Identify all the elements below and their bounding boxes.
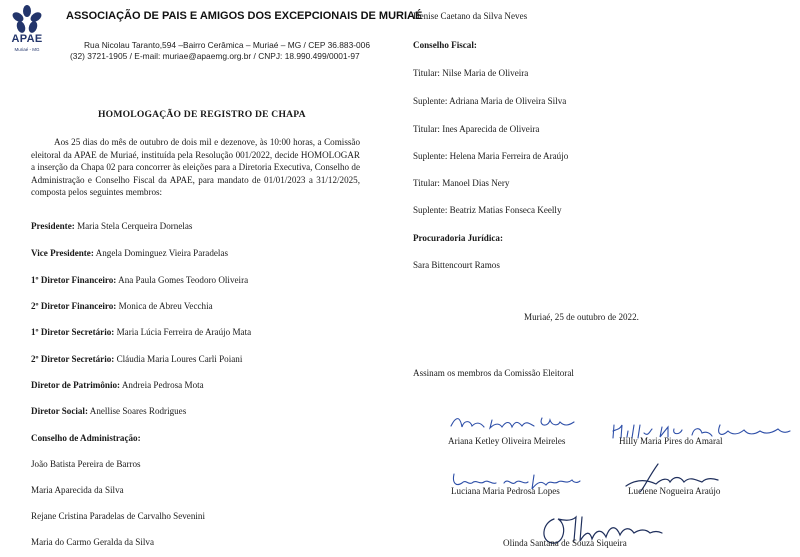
organization-address: Rua Nicolau Taranto,594 –Bairro Cerâmica – Muriaé – MG / CEP 36.883-006 <box>84 40 370 50</box>
admin-council-member: Maria Aparecida da Silva <box>31 485 124 495</box>
fiscal-council-member: Titular: Ines Aparecida de Oliveira <box>413 124 540 134</box>
signatory-name: Luciene Nogueira Araújo <box>628 486 721 496</box>
legal-heading: Procuradoria Jurídica: <box>413 233 504 243</box>
role-social-director: Diretor Social: Anellise Soares Rodrigues <box>31 406 187 416</box>
fiscal-council-member: Suplente: Helena Maria Ferreira de Araújo <box>413 151 569 161</box>
role-second-financial-director: 2º Diretor Financeiro: Monica de Abreu Vecchia <box>31 301 213 311</box>
signatory-name: Luciana Maria Pedrosa Lopes <box>451 486 560 496</box>
admin-council-member: Denise Caetano da Silva Neves <box>413 11 528 21</box>
fiscal-council-member: Titular: Manoel Dias Nery <box>413 178 510 188</box>
role-first-secretary: 1º Diretor Secretário: Maria Lúcia Ferreira de Araújo Mata <box>31 327 252 337</box>
role-second-secretary: 2º Diretor Secretário: Cláudia Maria Loures Carli Poiani <box>31 354 243 364</box>
admin-council-member: Maria do Carmo Geralda da Silva <box>31 537 154 547</box>
intro-paragraph <box>31 136 360 199</box>
fiscal-council-heading: Conselho Fiscal: <box>413 40 477 50</box>
fiscal-council-member: Titular: Nilse Maria de Oliveira <box>413 68 529 78</box>
fiscal-council-member: Suplente: Adriana Maria de Oliveira Silva <box>413 96 567 106</box>
document-title: HOMOLOGAÇÃO DE REGISTRO DE CHAPA <box>98 109 306 120</box>
signature-ink-1 <box>448 412 578 434</box>
signatory-name: Olinda Santana de Souza Siqueira <box>503 538 627 548</box>
role-vice-president: Vice Presidente: Angela Dominguez Vieira Paradelas <box>31 248 229 258</box>
organization-name: ASSOCIAÇÃO DE PAIS E AMIGOS DOS EXCEPCIONAIS DE MURIAÉ <box>66 10 423 22</box>
flower-hands-icon <box>10 4 44 36</box>
fiscal-council-member: Suplente: Beatriz Matias Fonseca Keelly <box>413 205 562 215</box>
role-heritage-director: Diretor de Patrimônio: Andreia Pedrosa Mota <box>31 380 204 390</box>
organization-contact: (32) 3721-1905 / E-mail: muriae@apaemg.org.br / CNPJ: 18.990.499/0001-97 <box>70 51 360 61</box>
admin-council-member: João Batista Pereira de Barros <box>31 459 141 469</box>
logo-subtitle: Muriaé - MG <box>14 47 40 52</box>
date-line: Muriaé, 25 de outubro de 2022. <box>524 312 639 322</box>
role-president: Presidente: Maria Stela Cerqueira Dornelas <box>31 221 193 231</box>
signatures-intro: Assinam os membros da Comissão Eleitoral <box>413 368 574 378</box>
signatory-name: Hilly Maria Pires do Amaral <box>619 436 723 446</box>
admin-council-member: Rejane Cristina Paradelas de Carvalho Sevenini <box>31 511 205 521</box>
legal-member: Sara Bittencourt Ramos <box>413 260 500 270</box>
intro-text: Aos 25 dias do mês de outubro de dois mil e dezenove, às 10:00 horas, a Comissão eleitoral da APAE de Muriaé, instituída pela Resolução 001/2022, decide HOMOLOGAR a inserção da Chapa 02 para concorrer às eleições para a Diretoria Executiva, Conselho de Administração e Conselho Fiscal da APAE, para mandato de 01/01/2023 a 31/12/2025, composta pelos seguintes membros: <box>31 137 360 198</box>
logo-wordmark: APAE <box>11 33 43 45</box>
role-first-financial-director: 1º Diretor Financeiro: Ana Paula Gomes Teodoro Oliveira <box>31 275 249 285</box>
signatory-name: Ariana Ketley Oliveira Meireles <box>448 436 566 446</box>
admin-council-heading: Conselho de Administração: <box>31 433 141 443</box>
